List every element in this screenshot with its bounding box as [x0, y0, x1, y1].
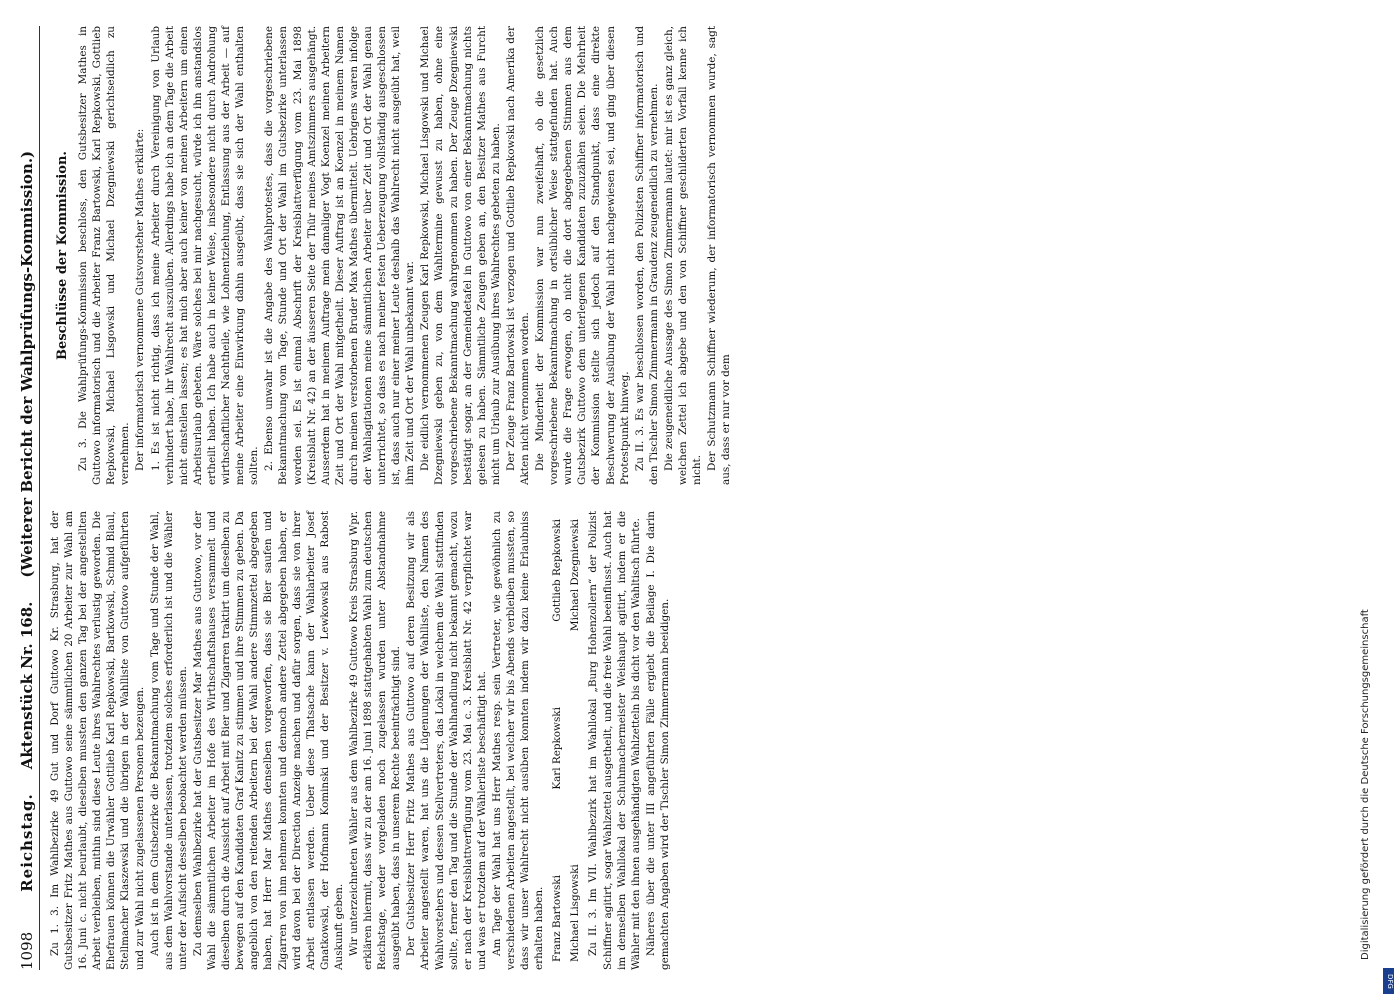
right-column — [48, 26, 1288, 485]
signature: Michael Lisgowski — [569, 864, 582, 962]
left-paragraph: Wir unterzeichneten Wähler aus dem Wahlbezirke 49 Guttowo Kreis Strasburg Wpr. erklären hiermit, dass wir zu der am 16. Juni 1898 stattgehabten Wahl zum deutschen Reichstage, weder vorgeladen noch zugelassen wurden unter Abstandnahme ausgeübt haben, dass in unserem Rechte beeinträchtigt sind. — [347, 511, 403, 970]
left-paragraph: Auch ist in dem Gutsbezirke die Bekanntmachung vom Tage und Stunde der Wahl, aus dem Wahlvorstande unterlassen, trotzdem solches erforderlich ist und die Wähler unter der Aufsicht desselben beobachtet werden müssen. — [148, 511, 189, 970]
left-paragraph: Der Gutsbesitzer Herr Fritz Mathes aus Guttowo auf deren Besitzung wir als Arbeiter angestellt waren, hat uns die Lügenungen der Wahlliste, den Namen des Wahlvorstehers und dessen Stellvertreters, das Lokal in welchem die Wahl stattfinden sollte, ferner den Tag und die Stunde der Wahlhandlung nicht bekannt gemacht, wozu er nach der Kreisblattverfügung vom 23. Mai c. 3. Kreisblatt Nr. 42 verpflichtet war und was er trotzdem auf der Wählerliste beschäftigt hat. — [405, 511, 488, 970]
right-paragraph: 2. Ebenso unwahr ist die Angabe des Wahlprotestes, dass die vorgeschriebene Bekanntmachung vom Tage, Stunde und Ort der Wahl im Gutsbezirke unterlassen worden sei. Es ist einmal Abschrift der Kreisblattverfügung vom 23. Mai 1898 (Kreisblatt Nr. 42) an der äusseren Seite der Thür meines Amtszimmers ausgehängt. Ausserdem hat in meinem Auftrage mein damaliger Vogt Koenzel meinen Arbeitern Zeit und Ort der Wahl mitgetheilt. Dieser Auftrag ist an Koenzel in meinem Namen durch meinen verstorbenen Bruder Max Mathes übermittelt. Uebrigens waren infolge der Wahlagitationen meine sämmtlichen Arbeiter über Zeit und Ort der Wahl genau unterrichtet, so dass es nach meiner festen Ueberzeugung vollständig ausgeschlossen ist, dass auch nur einer meiner Leute deshalb das Wahlrecht nicht ausgeübt hat, weil ihm Zeit und Ort der Wahl unbekannt war. — [263, 26, 417, 485]
digitization-attribution: Digitalisierung gefördert durch die Deutsche Forschungsgemeinschaft — [1360, 609, 1371, 960]
left-paragraph: Zu 1. 3. Im Wahlbezirke 49 Gut und Dorf Guttowo Kr. Strasburg, hat der Gutsbesitzer Fritz Mathes aus Guttowo seine sämmtlichen 20 Arbeiter zur Wahl am 16. Juni c. nicht beurlaubt, dieselben mussten den ganzen Tag bei der angestellten Arbeit verbleiben, mithin sind diese Leute ihres Wahlrechtes verlustig geworden. Die Ehefrauen können die Urwähler Gottlieb Karl Repkowski, Bartkowski, Schmid Blaul, Stellmacher Klaszewski und die übrigen in der Wahlliste von Guttowo aufgeführten und zur Wahl nicht zugelassenen Personen bezeugen. — [49, 511, 146, 970]
right-paragraph: Der informatorisch vernommene Gutsvorsteher Mathes erklärte: — [134, 128, 147, 471]
right-paragraph: Der Schutzmann Schiffner wiederum, der informatorisch vernommen wurde, sagt aus, dass er nur vor dem — [706, 26, 733, 485]
header-subtitle: Aktenstück Nr. 168. — [18, 601, 36, 770]
header-title: Reichstag. — [18, 793, 36, 892]
signature-row — [568, 519, 582, 962]
left-paragraph: Näheres über die unter III angeführten Fälle ergiebt die Beilage I. Die darin gemachten Angaben wird der Tischler Simon Zimmermann beeidigen. — [644, 511, 671, 970]
signature: Karl Repkowski — [551, 707, 564, 790]
right-paragraph: Die eidlich vernommenen Zeugen Karl Repkowski, Michael Lisgowski und Michael Dzegniewski geben zu, von dem Wahltermine gewusst zu haben, ohne eine vorgeschriebene Bekanntmachung wahrgenommen zu haben. Der Zeuge Dzegniewski bestätigt sogar, an der Gemeindetafel in Guttowo von einer Bekanntmachung nichts gelesen zu haben. Sämmtliche Zeugen geben an, den Besitzer Mathes aus Furcht nicht um Urlaub zur Ausübung ihres Wahlrechtes gebeten zu haben. — [419, 26, 502, 485]
right-paragraph: Zu II. 3. Es war beschlossen worden, den Polizisten Schiffner informatorisch und den Tischler Simon Zimmermann in Graudenz zeugeneidlich zu vernehmen. — [633, 26, 660, 485]
text-columns — [48, 26, 1288, 970]
right-paragraph: Die Minderheit der Kommission war nun zweifelhaft, ob die gesetzlich vorgeschriebene Bekanntmachung in ortsüblicher Weise stattgefunden hat. Auch wurde die Frage erwogen, ob nicht die dort abgegebenen Stimmen aus dem Gutsbezirk Guttowo dem unterlegenen Kandidaten zuzuzählen seien. Die Mehrheit der Kommission stellte sich jedoch auf den Standpunkt, dass eine direkte Beschwerung der Ausübung der Wahl nicht nachgewiesen sei, und ging über diesen Protestpunkt hinweg. — [534, 26, 631, 485]
page-number: 1098 — [18, 931, 36, 970]
signature: Gottlieb Repkowski — [551, 519, 564, 622]
left-paragraph: Zu II. 3. Im VII. Wahlbezirk hat im Wahllokal „Burg Hohenzollern“ der Polizist Schiffner agitirt, sogar Wahlzettel ausgetheilt, und die freie Wahl beeinflusst. Auch hat im demselben Wahllokal der Schuhmachermeister Weishaupt agitirt, indem er die Wähler mit den ihnen ausgehändigten Wahlzetteln bis dicht vor den Wahltisch führte. — [587, 511, 642, 970]
signature: Michael Dzegniewski — [569, 519, 582, 632]
signature-row — [550, 519, 564, 962]
page-header — [18, 26, 40, 970]
dfg-logo: DFG — [1383, 968, 1394, 994]
header-section-note: (Weiterer Bericht der Wahlprüfungs-Kommission.) — [18, 150, 36, 578]
left-column — [48, 511, 1288, 970]
right-paragraph: Die zeugeneidliche Aussage des Simon Zimmermann lautet: mir ist es ganz gleich, welchen Zettel ich abgebe und den von Schiffner geschilderten Vorfall kenne ich nicht. — [662, 26, 704, 485]
right-paragraph: Der Zeuge Franz Bartowski ist verzogen und Gottlieb Repkowski nach Amerika der Akten nicht vernommen worden. — [504, 26, 531, 485]
right-paragraph: 1. Es ist nicht richtig, dass ich meine Arbeiter durch Vereinigung von Urlaub verhindert habe, ihr Wahlrecht auszuüben. Allerdings habe ich an dem Tage die Arbeit nicht einstellen lassen; es hat mich aber auch keiner von meinen Arbeitern um einen Arbeitsurlaub gebeten. Wäre solches bei mir nachgesucht, würde ich ihn anstandslos ertheilt haben. Ich habe auch in keiner Weise, insbesondere nicht durch Androhung wirthschaftlicher Nachtheile, wie Lohnentziehung, Entlassung aus der Arbeit — auf meine Arbeiter eine Einwirkung dahin ausgeübt, dass sie sich der Wahl enthalten sollten. — [149, 26, 261, 485]
right-paragraph: Zu 3. Die Wahlprüfungs-Kommission beschloss, den Gutsbesitzer Mathes in Guttowo informatorisch und die Arbeiter Franz Bartowski, Karl Repkowski, Gottlieb Repkowski, Michael Lisgowski und Michael Dzegniewski gerichtseidlich zu vernehmen. — [77, 26, 132, 485]
section-title: Beschlüsse der Kommission. — [55, 151, 70, 360]
signature: Franz Bartowski — [551, 875, 564, 962]
left-paragraph: Am Tage der Wahl hat uns Herr Mathes resp. sein Vertreter, wie gewöhnlich zu verschiedenen Arbeiten angestellt, bei welcher wir bis Abends verbleiben mussten, so dass wir unser Wahlrecht nicht ausüben konnten indem wir dazu keine Erlaubniss erhalten haben. — [490, 511, 546, 970]
left-paragraph: Zu demselben Wahlbezirke hat der Gutsbesitzer Mar Mathes aus Guttowo, vor der Wahl die sämmtlichen Arbeiter im Hofe des Wirthschaftshauses versammelt und dieselben durch die Aussicht auf Arbeit mit Bier und Zigarren traktirt um dieselben zu bewegen auf den Kandidaten Graf Kanitz zu stimmen und ihre Stimmen zu geben. Da angeblich von den reitenden Arbeitern bei der Wahl andere Stimmzettel abgegeben haben, hat Herr Mar Mathes denselben vorgeworfen, dass sie Bier saufen und Zigarren von ihm nehmen konnten und dennoch andere Zettel abgegeben haben, er wird davon bei der Direction Anzeige machen und dafür sorgen, dass sie von ihrer Arbeit entlassen werden. Ueber diese Thatsache kann der Wahlarbeiter Josef Gnatkowski, der Hofmann Kominski und der Besitzer v. Lewkowski aus Rabost Auskunft geben. — [191, 511, 345, 970]
